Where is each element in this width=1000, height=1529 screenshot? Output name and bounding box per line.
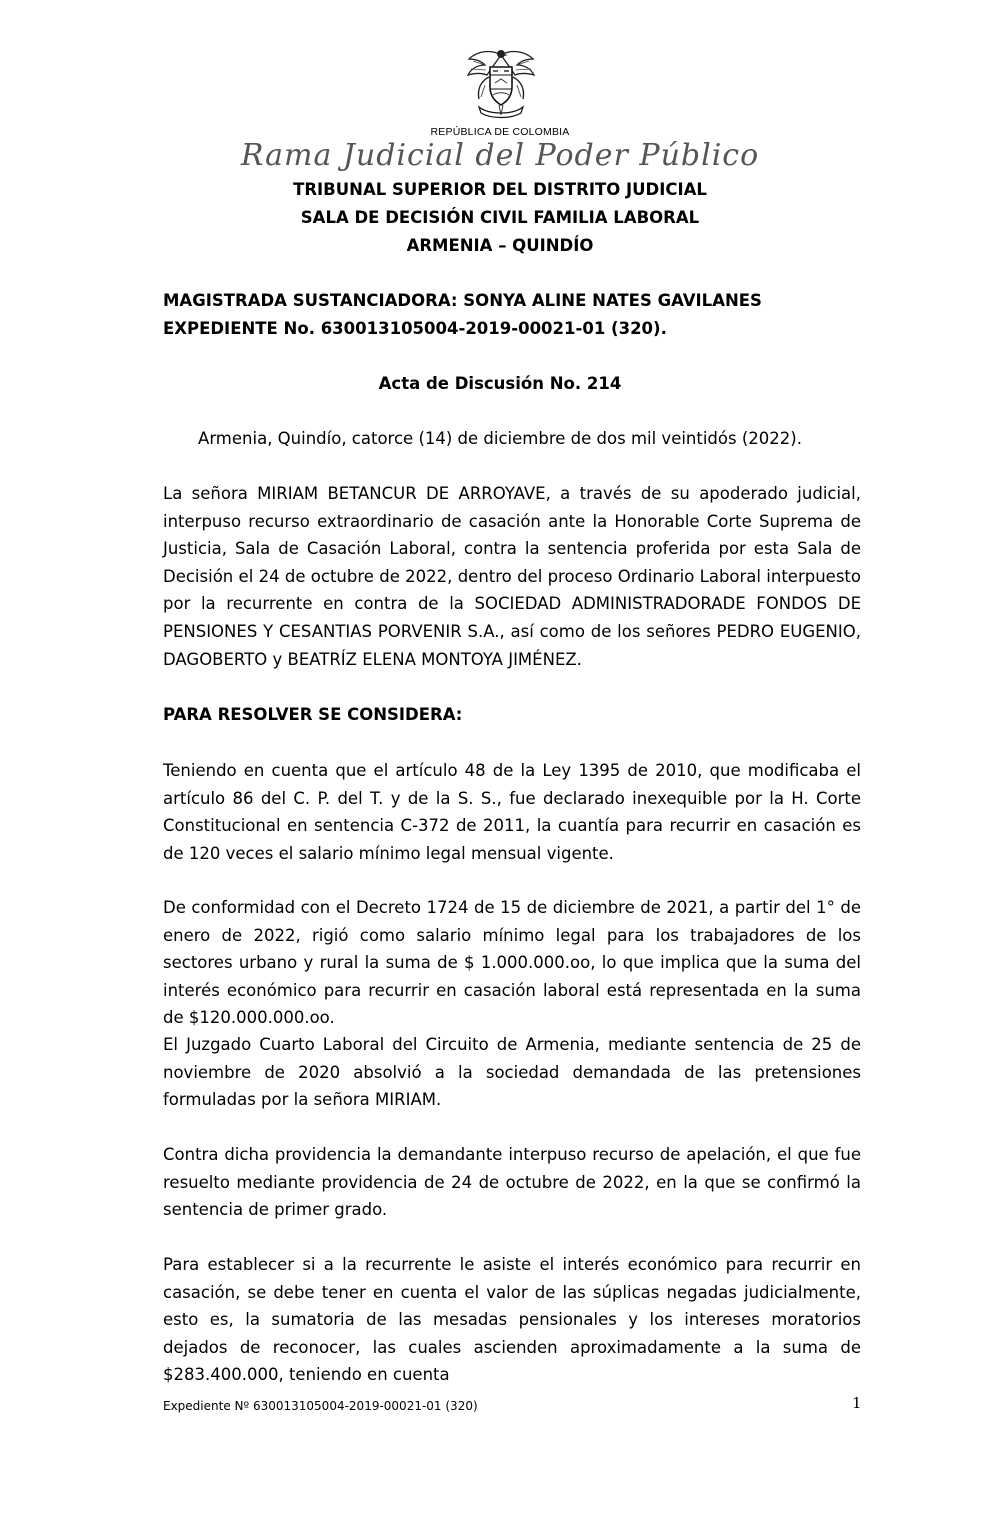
section-heading: PARA RESOLVER SE CONSIDERA: [163, 705, 463, 724]
court-name: TRIBUNAL SUPERIOR DEL DISTRITO JUDICIAL [293, 180, 707, 199]
acta-title: Acta de Discusión No. 214 [378, 374, 622, 393]
page-number: 1 [852, 1394, 862, 1412]
chamber-name: SALA DE DECISIÓN CIVIL FAMILIA LABORAL [300, 208, 700, 227]
judicial-branch-script: Rama Judicial del Poder Público [240, 138, 760, 173]
file-number-line: EXPEDIENTE No. 630013105004-2019-00021-01 (320). [163, 319, 667, 338]
place-date: Armenia, Quindío, catorce (14) de diciembre de dos mil veintidós (2022). [198, 429, 802, 448]
paragraph-legal-basis: Teniendo en cuenta que el artículo 48 de la Ley 1395 de 2010, que modificaba el artículo 86 del C. P. del T. y de la S. S., fue declarado inexequible por la H. Corte Constitucional en sentencia C-372 de 2011, la cuantía para recurrir en casación es de 120 veces el salario mínimo legal mensual vigente. [163, 761, 861, 863]
paragraph-minimum-wage: De conformidad con el Decreto 1724 de 15 de diciembre de 2021, a partir del 1° de enero de 2022, rigió como salario mínimo legal para los trabajadores de los sectores urbano y rural la suma de $ 1.000.000.oo, lo que implica que la suma del interés económico para recurrir en casación laboral está representada en la suma de $120.000.000.oo. [163, 898, 861, 1028]
republic-label: REPÚBLICA DE COLOMBIA [430, 126, 570, 138]
coat-of-arms-icon [465, 45, 537, 123]
paragraph-economic-interest: Para establecer si a la recurrente le asiste el interés económico para recurrir en casación, se debe tener en cuenta el valor de las súplicas negadas judicialmente, esto es, la sumatoria de las mesadas pensionales y los intereses moratorios dejados de reconocer, las cuales ascienden aproximadamente a la suma de $283.400.000, teniendo en cuenta [163, 1255, 861, 1385]
court-location: ARMENIA – QUINDÍO [406, 236, 594, 255]
paragraph-background: La señora MIRIAM BETANCUR DE ARROYAVE, a través de su apoderado judicial, interpuso recurso extraordinario de casación ante la Honorable Corte Suprema de Justicia, Sala de Casación Laboral, contra la sentencia proferida por esta Sala de Decisión el 24 de octubre de 2022, dentro del proceso Ordinario Laboral interpuesto por la recurrente en contra de la SOCIEDAD ADMINISTRADORADE FONDOS DE PENSIONES Y CESANTIAS PORVENIR S.A., así como de los señores PEDRO EUGENIO, DAGOBERTO y BEATRÍZ ELENA MONTOYA JIMÉNEZ. [163, 484, 861, 669]
paragraph-first-instance: El Juzgado Cuarto Laboral del Circuito de Armenia, mediante sentencia de 25 de noviembre de 2020 absolvió a la sociedad demandada de las pretensiones formuladas por la señora MIRIAM. [163, 1035, 861, 1110]
magistrate-line: MAGISTRADA SUSTANCIADORA: SONYA ALINE NATES GAVILANES [163, 291, 762, 310]
footer-file-reference: Expediente Nº 630013105004-2019-00021-01 (320) [163, 1399, 478, 1413]
paragraph-appeal: Contra dicha providencia la demandante interpuso recurso de apelación, el que fue resuelto mediante providencia de 24 de octubre de 2022, en la que se confirmó la sentencia de primer grado. [163, 1145, 861, 1220]
